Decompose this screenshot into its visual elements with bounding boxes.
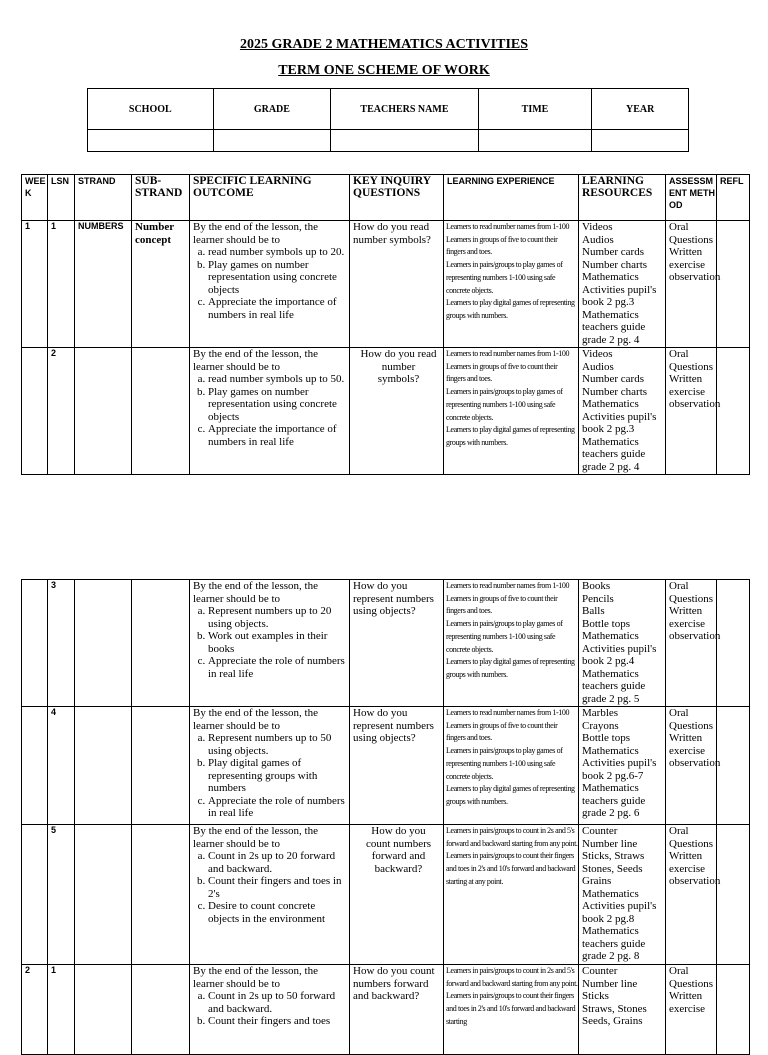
assessment-cell: Oral Questions Written exercise observation <box>666 707 717 825</box>
outcome-header: SPECIFIC LEARNING OUTCOME <box>190 175 350 221</box>
outcome-item: b. Work out examples in their books <box>208 630 349 655</box>
outcome-item: c. Appreciate the importance of numbers in real life <box>208 296 349 321</box>
school-info-table <box>87 88 689 152</box>
outcome-cell <box>190 348 350 475</box>
strand-cell <box>75 348 132 475</box>
week-cell <box>22 707 48 825</box>
week-cell <box>22 580 48 707</box>
reflection-cell[interactable] <box>717 825 750 965</box>
outcome-item: b. Play games on number representation using concrete objects <box>208 259 349 297</box>
lesson-cell: 1 <box>48 965 75 1055</box>
strand-cell <box>75 580 132 707</box>
inquiry-cell: How do you count numbers forward and backward? <box>350 965 444 1055</box>
outcome-item: b. Count their fingers and toes in 2's <box>208 875 349 900</box>
lesson-cell: 5 <box>48 825 75 965</box>
table-row <box>22 965 750 1055</box>
assessment-header: ASSESSMENT METHOD <box>666 175 717 221</box>
school-header: SCHOOL <box>88 89 214 130</box>
inquiry-cell: How do you read number symbols? <box>350 348 444 475</box>
resources-cell: Videos Audios Number cards Number charts Mathematics Activities pupil's book 2 pg.3 Mathematics teachers guide grade 2 pg. 4 <box>579 221 666 348</box>
substrand-cell <box>132 580 190 707</box>
table-row <box>22 221 750 348</box>
experience-cell: Learners in pairs/groups to count in 2s and 5's forward and backward starting from any point. Learners in pairs/groups to count their fingers and toes in 2's and 10's forward and backward starting <box>444 965 579 1055</box>
week-cell <box>22 825 48 965</box>
table-row <box>22 825 750 965</box>
outcome-intro: By the end of the lesson, the learner should be to <box>193 348 318 373</box>
outcome-item: b. Count their fingers and toes <box>208 1015 349 1028</box>
time-value-cell[interactable] <box>478 130 592 152</box>
reflection-cell[interactable] <box>717 707 750 825</box>
scheme-of-work-table <box>21 174 750 475</box>
outcome-cell <box>190 965 350 1055</box>
outcome-item: c. Desire to count concrete objects in the environment <box>208 900 349 925</box>
experience-header: LEARNING EXPERIENCE <box>444 175 579 221</box>
lsn-header: LSN <box>48 175 75 221</box>
outcome-intro: By the end of the lesson, the learner should be to <box>193 965 318 990</box>
teachers-name-value-cell[interactable] <box>331 130 479 152</box>
strand-cell <box>75 965 132 1055</box>
substrand-cell <box>132 348 190 475</box>
resources-cell: Counter Number line Sticks, Straws Stones, Seeds Grains Mathematics Activities pupil's book 2 pg.8 Mathematics teachers guide grade 2 pg. 8 <box>579 825 666 965</box>
lesson-cell: 3 <box>48 580 75 707</box>
outcome-list <box>193 990 349 1028</box>
outcome-item: b. Play digital games of representing groups with numbers <box>208 757 349 795</box>
table-row <box>22 707 750 825</box>
experience-cell: Learners to read number names from 1-100 Learners in groups of five to count their fingers and toes. Learners in pairs/groups to play games of representing numbers 1-100 using safe concrete objects. Learners to play digital games of representing groups with numbers. <box>444 707 579 825</box>
outcome-list <box>193 246 349 321</box>
resources-cell: Marbles Crayons Bottle tops Mathematics Activities pupil's book 2 pg.6-7 Mathematics teachers guide grade 2 pg. 6 <box>579 707 666 825</box>
reflection-cell[interactable] <box>717 965 750 1055</box>
outcome-item: a. read number symbols up to 50. <box>208 373 349 386</box>
lesson-cell: 1 <box>48 221 75 348</box>
inquiry-cell: How do you represent numbers using objects? <box>350 707 444 825</box>
outcome-item: c. Appreciate the role of numbers in real life <box>208 655 349 680</box>
teachers-name-header: TEACHERS NAME <box>331 89 479 130</box>
reflection-cell[interactable] <box>717 580 750 707</box>
reflection-cell[interactable] <box>717 348 750 475</box>
inquiry-cell: How do you represent numbers using objects? <box>350 580 444 707</box>
outcome-item: c. Appreciate the role of numbers in real life <box>208 795 349 820</box>
substrand-header: SUB-STRAND <box>132 175 190 221</box>
assessment-cell: Oral Questions Written exercise observation <box>666 825 717 965</box>
outcome-intro: By the end of the lesson, the learner should be to <box>193 221 318 246</box>
outcome-item: a. Represent numbers up to 20 using objects. <box>208 605 349 630</box>
lesson-cell: 2 <box>48 348 75 475</box>
assessment-cell: Oral Questions Written exercise observation <box>666 348 717 475</box>
resources-cell: Counter Number line Sticks Straws, Stones Seeds, Grains <box>579 965 666 1055</box>
experience-cell: Learners to read number names from 1-100 Learners in groups of five to count their fingers and toes. Learners in pairs/groups to play games of representing numbers 1-100 using safe concrete objects. Learners to play digital games of representing groups with numbers. <box>444 348 579 475</box>
refl-header: REFL <box>717 175 750 221</box>
outcome-item: a. Represent numbers up to 50 using objects. <box>208 732 349 757</box>
strand-cell: NUMBERS <box>75 221 132 348</box>
week-header: WEEK <box>22 175 48 221</box>
grade-value-cell[interactable] <box>213 130 331 152</box>
outcome-item: a. Count in 2s up to 50 forward and backward. <box>208 990 349 1015</box>
outcome-list <box>193 605 349 680</box>
outcome-item: a. read number symbols up to 20. <box>208 246 349 259</box>
outcome-item: a. Count in 2s up to 20 forward and backward. <box>208 850 349 875</box>
outcome-cell <box>190 825 350 965</box>
inquiry-header: KEY INQUIRY QUESTIONS <box>350 175 444 221</box>
substrand-cell <box>132 965 190 1055</box>
substrand-cell <box>132 825 190 965</box>
outcome-intro: By the end of the lesson, the learner should be to <box>193 580 318 605</box>
outcome-intro: By the end of the lesson, the learner should be to <box>193 825 318 850</box>
outcome-list <box>193 373 349 448</box>
grade-header: GRADE <box>213 89 331 130</box>
reflection-cell[interactable] <box>717 221 750 348</box>
week-cell: 1 <box>22 221 48 348</box>
week-cell: 2 <box>22 965 48 1055</box>
week-cell <box>22 348 48 475</box>
outcome-list <box>193 850 349 925</box>
strand-header: STRAND <box>75 175 132 221</box>
time-header: TIME <box>478 89 592 130</box>
resources-header: LEARNING RESOURCES <box>579 175 666 221</box>
substrand-cell <box>132 707 190 825</box>
outcome-intro: By the end of the lesson, the learner should be to <box>193 707 318 732</box>
scheme-of-work-table-continued <box>21 579 750 1055</box>
year-value-cell[interactable] <box>592 130 689 152</box>
outcome-cell <box>190 707 350 825</box>
outcome-cell <box>190 221 350 348</box>
outcome-item: b. Play games on number representation using concrete objects <box>208 386 349 424</box>
experience-cell: Learners to read number names from 1-100 Learners in groups of five to count their fingers and toes. Learners in pairs/groups to play games of representing numbers 1-100 using safe concrete objects. Learners to play digital games of representing groups with numbers. <box>444 580 579 707</box>
resources-cell: Books Pencils Balls Bottle tops Mathematics Activities pupil's book 2 pg.4 Mathematics teachers guide grade 2 pg. 5 <box>579 580 666 707</box>
strand-cell <box>75 707 132 825</box>
year-header: YEAR <box>592 89 689 130</box>
substrand-cell: Number concept <box>132 221 190 348</box>
assessment-cell: Oral Questions Written exercise observation <box>666 221 717 348</box>
inquiry-cell: How do you read number symbols? <box>350 221 444 348</box>
strand-cell <box>75 825 132 965</box>
inquiry-cell: How do you count numbers forward and backward? <box>350 825 444 965</box>
document-title: 2025 GRADE 2 MATHEMATICS ACTIVITIES <box>239 37 529 52</box>
outcome-list <box>193 732 349 820</box>
assessment-cell: Oral Questions Written exercise observation <box>666 580 717 707</box>
assessment-cell: Oral Questions Written exercise <box>666 965 717 1055</box>
outcome-item: c. Appreciate the importance of numbers in real life <box>208 423 349 448</box>
table-row <box>22 580 750 707</box>
resources-cell: Videos Audios Number cards Number charts Mathematics Activities pupil's book 2 pg.3 Mathematics teachers guide grade 2 pg. 4 <box>579 348 666 475</box>
experience-cell: Learners in pairs/groups to count in 2s and 5's forward and backward starting from any point. Learners in pairs/groups to count their fingers and toes in 2's and 10's forward and backward starting at any point. <box>444 825 579 965</box>
lesson-cell: 4 <box>48 707 75 825</box>
school-value-cell[interactable] <box>88 130 214 152</box>
outcome-cell <box>190 580 350 707</box>
table-row <box>22 348 750 475</box>
document-subtitle: TERM ONE SCHEME OF WORK <box>278 63 490 78</box>
experience-cell: Learners to read number names from 1-100 Learners in groups of five to count their fingers and toes. Learners in pairs/groups to play games of representing numbers 1-100 using safe concrete objects. Learners to play digital games of representing groups with numbers. <box>444 221 579 348</box>
